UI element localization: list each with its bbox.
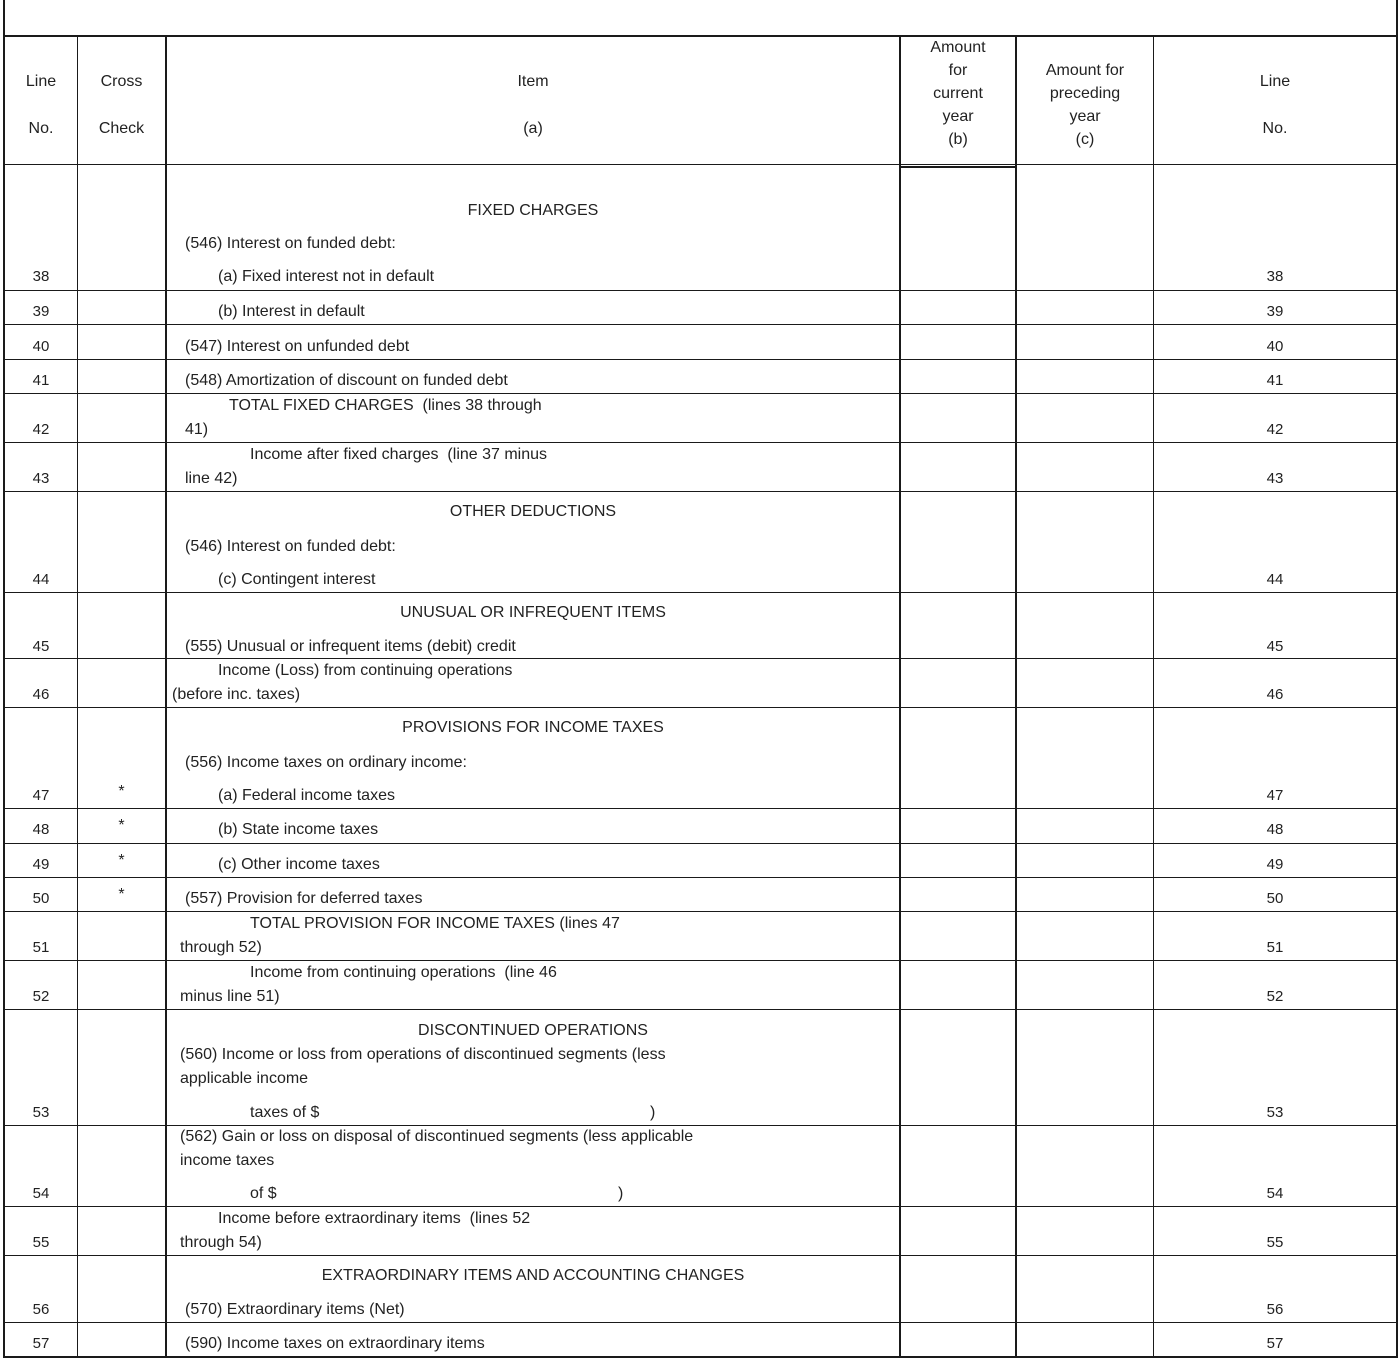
- cross-check-mark: *: [118, 817, 125, 834]
- item-text: (547) Interest on unfunded debt: [185, 338, 410, 355]
- section-heading: UNUSUAL OR INFREQUENT ITEMS: [400, 604, 666, 621]
- line-no-right: 48: [1266, 821, 1284, 838]
- line-no-left: 38: [32, 268, 50, 285]
- line-no-left: 55: [32, 1234, 50, 1251]
- item-text: (c) Other income taxes: [218, 856, 380, 873]
- header-amount-preceding: [1017, 59, 1153, 151]
- item-text: ): [650, 1104, 656, 1121]
- header-item: [167, 58, 899, 152]
- item-text: taxes of $: [250, 1104, 320, 1121]
- section-heading: EXTRAORDINARY ITEMS AND ACCOUNTING CHANGES: [321, 1267, 745, 1284]
- line-no-left: 40: [32, 338, 50, 355]
- item-text: applicable income: [180, 1070, 309, 1087]
- section-heading: OTHER DEDUCTIONS: [449, 503, 617, 520]
- line-no-right: 47: [1266, 787, 1284, 804]
- item-text: (548) Amortization of discount on funded debt: [185, 372, 508, 389]
- item-text: (556) Income taxes on ordinary income:: [185, 754, 467, 771]
- line-no-right: 43: [1266, 470, 1284, 487]
- line-no-right: 46: [1266, 686, 1284, 703]
- item-text: (562) Gain or loss on disposal of discontinued segments (less applicable: [180, 1128, 694, 1145]
- header-amount-word: Amount: [930, 39, 986, 56]
- item-text: (555) Unusual or infrequent items (debit) credit: [185, 638, 516, 655]
- header-line-word: Line: [25, 73, 57, 90]
- item-text: through 54): [180, 1234, 262, 1251]
- item-text: TOTAL PROVISION FOR INCOME TAXES (lines 47: [250, 915, 620, 932]
- header-line-no-right: [1154, 58, 1396, 152]
- line-no-right: 44: [1266, 571, 1284, 588]
- item-text: line 42): [185, 470, 238, 487]
- line-no-left: 51: [32, 939, 50, 956]
- item-text: 41): [185, 421, 209, 438]
- item-text: (546) Interest on funded debt:: [185, 538, 396, 555]
- line-no-right: 40: [1266, 338, 1284, 355]
- line-no-right: 42: [1266, 421, 1284, 438]
- line-no-right: 52: [1266, 988, 1284, 1005]
- item-text: Income after fixed charges (line 37 minus: [250, 446, 548, 463]
- item-text: income taxes: [180, 1152, 275, 1169]
- header-no-word: No.: [28, 120, 54, 137]
- cross-check-mark: *: [118, 852, 125, 869]
- line-no-left: 41: [32, 372, 50, 389]
- header-b-col: (b): [948, 131, 968, 148]
- line-no-left: 43: [32, 470, 50, 487]
- item-text: (557) Provision for deferred taxes: [185, 890, 423, 907]
- header-c-col: (c): [1075, 131, 1095, 148]
- line-no-right: 51: [1266, 939, 1284, 956]
- item-text: ): [618, 1185, 624, 1202]
- header-line-word: Line: [1259, 73, 1291, 90]
- line-no-left: 42: [32, 421, 50, 438]
- line-no-right: 41: [1266, 372, 1284, 389]
- line-no-right: 54: [1266, 1185, 1284, 1202]
- line-no-right: 38: [1266, 268, 1284, 285]
- line-no-left: 48: [32, 821, 50, 838]
- line-no-left: 39: [32, 303, 50, 320]
- line-no-left: 50: [32, 890, 50, 907]
- cross-check-mark: *: [118, 783, 125, 800]
- item-text: (570) Extraordinary items (Net): [185, 1301, 405, 1318]
- header-line-no-left: [5, 58, 77, 152]
- item-text: minus line 51): [180, 988, 280, 1005]
- item-text: Income before extraordinary items (lines 52: [218, 1210, 531, 1227]
- line-no-left: 49: [32, 856, 50, 873]
- line-no-right: 39: [1266, 303, 1284, 320]
- item-text: (b) State income taxes: [218, 821, 379, 838]
- header-cross-check: [78, 58, 165, 152]
- header-no-word: No.: [1262, 120, 1288, 137]
- section-heading: DISCONTINUED OPERATIONS: [418, 1022, 648, 1039]
- item-text: (a) Federal income taxes: [218, 787, 395, 804]
- item-text: (560) Income or loss from operations of discontinued segments (less: [180, 1046, 666, 1063]
- item-text: Income (Loss) from continuing operations: [218, 662, 513, 679]
- line-no-right: 53: [1266, 1104, 1284, 1121]
- section-heading: FIXED CHARGES: [467, 202, 599, 219]
- line-no-left: 45: [32, 638, 50, 655]
- item-text: (b) Interest in default: [218, 303, 365, 320]
- item-text: (590) Income taxes on extraordinary items: [185, 1335, 485, 1352]
- line-no-right: 55: [1266, 1234, 1284, 1251]
- line-no-left: 54: [32, 1185, 50, 1202]
- item-text: (c) Contingent interest: [218, 571, 376, 588]
- header-item-col: (a): [523, 120, 543, 137]
- section-heading: PROVISIONS FOR INCOME TAXES: [402, 719, 664, 736]
- line-no-left: 47: [32, 787, 50, 804]
- header-cross-word: Cross: [100, 73, 143, 90]
- item-text: TOTAL FIXED CHARGES (lines 38 through: [229, 397, 542, 414]
- header-item-word: Item: [517, 73, 549, 90]
- header-preceding-word: preceding: [1049, 85, 1121, 102]
- header-current-word: current: [933, 85, 983, 102]
- header-year-word: year: [1069, 108, 1101, 125]
- line-no-left: 44: [32, 571, 50, 588]
- line-no-left: 46: [32, 686, 50, 703]
- line-no-left: 57: [32, 1335, 50, 1352]
- line-no-left: 52: [32, 988, 50, 1005]
- header-amount-for-word: Amount for: [1045, 62, 1125, 79]
- line-no-left: 53: [32, 1104, 50, 1121]
- header-for-word: for: [948, 62, 968, 79]
- line-no-right: 45: [1266, 638, 1284, 655]
- line-no-right: 49: [1266, 856, 1284, 873]
- line-no-right: 50: [1266, 890, 1284, 907]
- line-no-right: 57: [1266, 1335, 1284, 1352]
- header-year-word: year: [942, 108, 974, 125]
- line-no-right: 56: [1266, 1301, 1284, 1318]
- line-no-left: 56: [32, 1301, 50, 1318]
- item-text: of $: [250, 1185, 277, 1202]
- item-text: (a) Fixed interest not in default: [218, 268, 435, 285]
- cross-check-mark: *: [118, 886, 125, 903]
- header-check-word: Check: [98, 120, 145, 137]
- item-text: Income from continuing operations (line 46: [250, 964, 557, 981]
- item-text: through 52): [180, 939, 262, 956]
- item-text: (before inc. taxes): [172, 686, 301, 703]
- header-amount-current: [901, 36, 1015, 151]
- item-text: (546) Interest on funded debt:: [185, 235, 396, 252]
